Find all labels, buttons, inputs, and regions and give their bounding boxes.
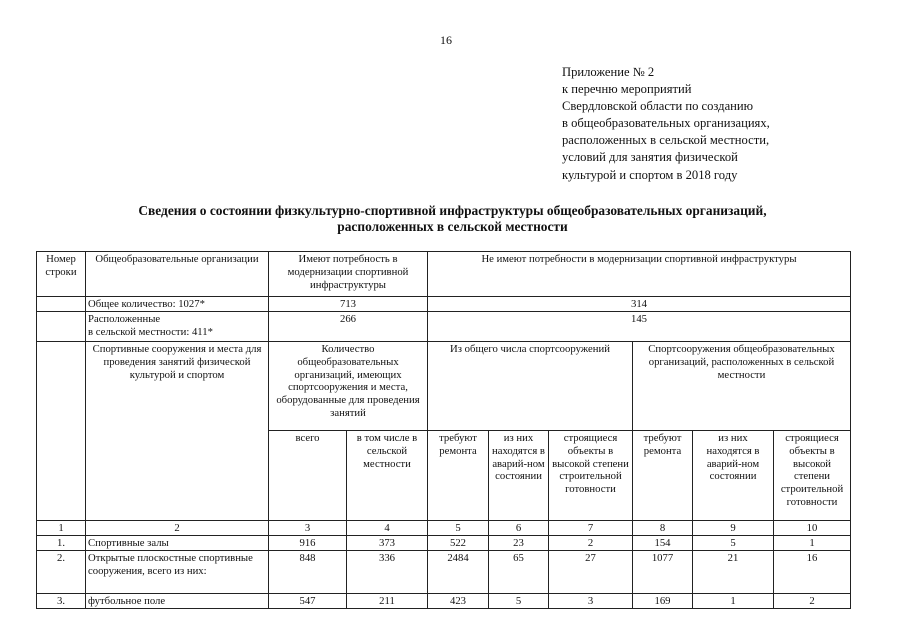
cell-rural-emergency: 21 bbox=[693, 551, 774, 594]
subheader-emergency-rural: из них находятся в аварий-ном состоянии bbox=[693, 431, 774, 521]
column-number: 10 bbox=[774, 521, 851, 536]
column-number: 2 bbox=[86, 521, 269, 536]
rural-label-line-2: в сельской местности: 411* bbox=[88, 325, 213, 338]
appendix-note bbox=[562, 64, 770, 184]
cell-total: 916 bbox=[269, 536, 347, 551]
column-number: 7 bbox=[549, 521, 633, 536]
header-row-number: Номер строки bbox=[37, 252, 86, 297]
rural-row bbox=[37, 312, 851, 342]
infrastructure-table bbox=[36, 251, 851, 609]
row-number: 3. bbox=[37, 594, 86, 609]
rural-no-need: 145 bbox=[428, 312, 851, 342]
cell-under-construction: 27 bbox=[549, 551, 633, 594]
cell-under-construction: 3 bbox=[549, 594, 633, 609]
row-name: Спортивные залы bbox=[86, 536, 269, 551]
cell-under-construction: 2 bbox=[549, 536, 633, 551]
total-need: 713 bbox=[269, 297, 428, 312]
cell-rural: 211 bbox=[347, 594, 428, 609]
subheader-emergency: из них находятся в аварий-ном состоянии bbox=[489, 431, 549, 521]
appendix-line: к перечню мероприятий bbox=[562, 82, 692, 97]
column-number: 5 bbox=[428, 521, 489, 536]
subheader-incl-rural: в том числе в сельской местности bbox=[347, 431, 428, 521]
empty-cell bbox=[37, 312, 86, 342]
header-organizations: Общеобразовательные организации bbox=[86, 252, 269, 297]
cell-rural-under-construction: 16 bbox=[774, 551, 851, 594]
header-no-need-modernization: Не имеют потребности в модернизации спортивной инфраструктуры bbox=[428, 252, 851, 297]
subheader-need-repair: требуют ремонта bbox=[428, 431, 489, 521]
subheader-under-construction: строящиеся объекты в высокой степени строительной готовности bbox=[549, 431, 633, 521]
appendix-line: Свердловской области по созданию bbox=[562, 99, 754, 114]
row-name: футбольное поле bbox=[86, 594, 269, 609]
cell-rural-under-construction: 1 bbox=[774, 536, 851, 551]
empty-cell bbox=[37, 297, 86, 312]
cell-rural-emergency: 1 bbox=[693, 594, 774, 609]
cell-rural: 373 bbox=[347, 536, 428, 551]
appendix-line: в общеобразовательных организациях, bbox=[562, 116, 770, 131]
rural-need: 266 bbox=[269, 312, 428, 342]
column-number: 4 bbox=[347, 521, 428, 536]
cell-need-repair: 423 bbox=[428, 594, 489, 609]
cell-rural-under-construction: 2 bbox=[774, 594, 851, 609]
header-need-modernization: Имеют потребность в модернизации спортивной инфраструктуры bbox=[269, 252, 428, 297]
cell-emergency: 23 bbox=[489, 536, 549, 551]
subheader-facilities: Спортивные сооружения и места для проведения занятий физической культурой и спортом bbox=[86, 342, 269, 521]
header-row bbox=[37, 252, 851, 297]
row-number: 2. bbox=[37, 551, 86, 594]
title-line-1: Сведения о состоянии физкультурно-спортивной инфраструктуры общеобразовательных организаций, bbox=[138, 203, 767, 218]
appendix-line: условий для занятия физической bbox=[562, 150, 738, 165]
empty-cell bbox=[37, 342, 86, 521]
table-row bbox=[37, 536, 851, 551]
rural-label bbox=[86, 312, 269, 342]
cell-rural-need-repair: 1077 bbox=[633, 551, 693, 594]
cell-rural-need-repair: 154 bbox=[633, 536, 693, 551]
total-label: Общее количество: 1027* bbox=[86, 297, 269, 312]
subheader-rural-facilities: Спортсооружения общеобразовательных организаций, расположенных в сельской местности bbox=[633, 342, 851, 431]
subheader-under-construction-rural: строящиеся объекты в высокой степени строительной готовности bbox=[774, 431, 851, 521]
column-numbers-row bbox=[37, 521, 851, 536]
appendix-line: культурой и спортом в 2018 году bbox=[562, 167, 738, 182]
title-line-2: расположенных в сельской местности bbox=[337, 219, 568, 234]
page-number: 16 bbox=[440, 33, 452, 47]
subheader-count-orgs: Количество общеобразовательных организаций, имеющих спортсооружения и места, оборудованные для проведения занятий bbox=[269, 342, 428, 431]
row-number: 1. bbox=[37, 536, 86, 551]
subheader-need-repair-rural: требуют ремонта bbox=[633, 431, 693, 521]
subheader-row-1 bbox=[37, 342, 851, 431]
cell-need-repair: 2484 bbox=[428, 551, 489, 594]
cell-rural-emergency: 5 bbox=[693, 536, 774, 551]
appendix-line: Приложение № 2 bbox=[562, 65, 655, 79]
total-no-need: 314 bbox=[428, 297, 851, 312]
subheader-total: всего bbox=[269, 431, 347, 521]
cell-total: 547 bbox=[269, 594, 347, 609]
cell-emergency: 5 bbox=[489, 594, 549, 609]
column-number: 8 bbox=[633, 521, 693, 536]
rural-label-line-1: Расположенные bbox=[88, 313, 161, 325]
column-number: 9 bbox=[693, 521, 774, 536]
total-row bbox=[37, 297, 851, 312]
column-number: 3 bbox=[269, 521, 347, 536]
cell-need-repair: 522 bbox=[428, 536, 489, 551]
row-name: Открытые плоскостные спортивные сооружения, всего из них: bbox=[86, 551, 269, 594]
subheader-of-total: Из общего числа спортсооружений bbox=[428, 342, 633, 431]
table-row bbox=[37, 551, 851, 594]
table-row bbox=[37, 594, 851, 609]
document-title bbox=[0, 203, 905, 235]
column-number: 6 bbox=[489, 521, 549, 536]
column-number: 1 bbox=[37, 521, 86, 536]
cell-total: 848 bbox=[269, 551, 347, 594]
appendix-line: расположенных в сельской местности, bbox=[562, 133, 770, 148]
cell-rural: 336 bbox=[347, 551, 428, 594]
cell-emergency: 65 bbox=[489, 551, 549, 594]
cell-rural-need-repair: 169 bbox=[633, 594, 693, 609]
